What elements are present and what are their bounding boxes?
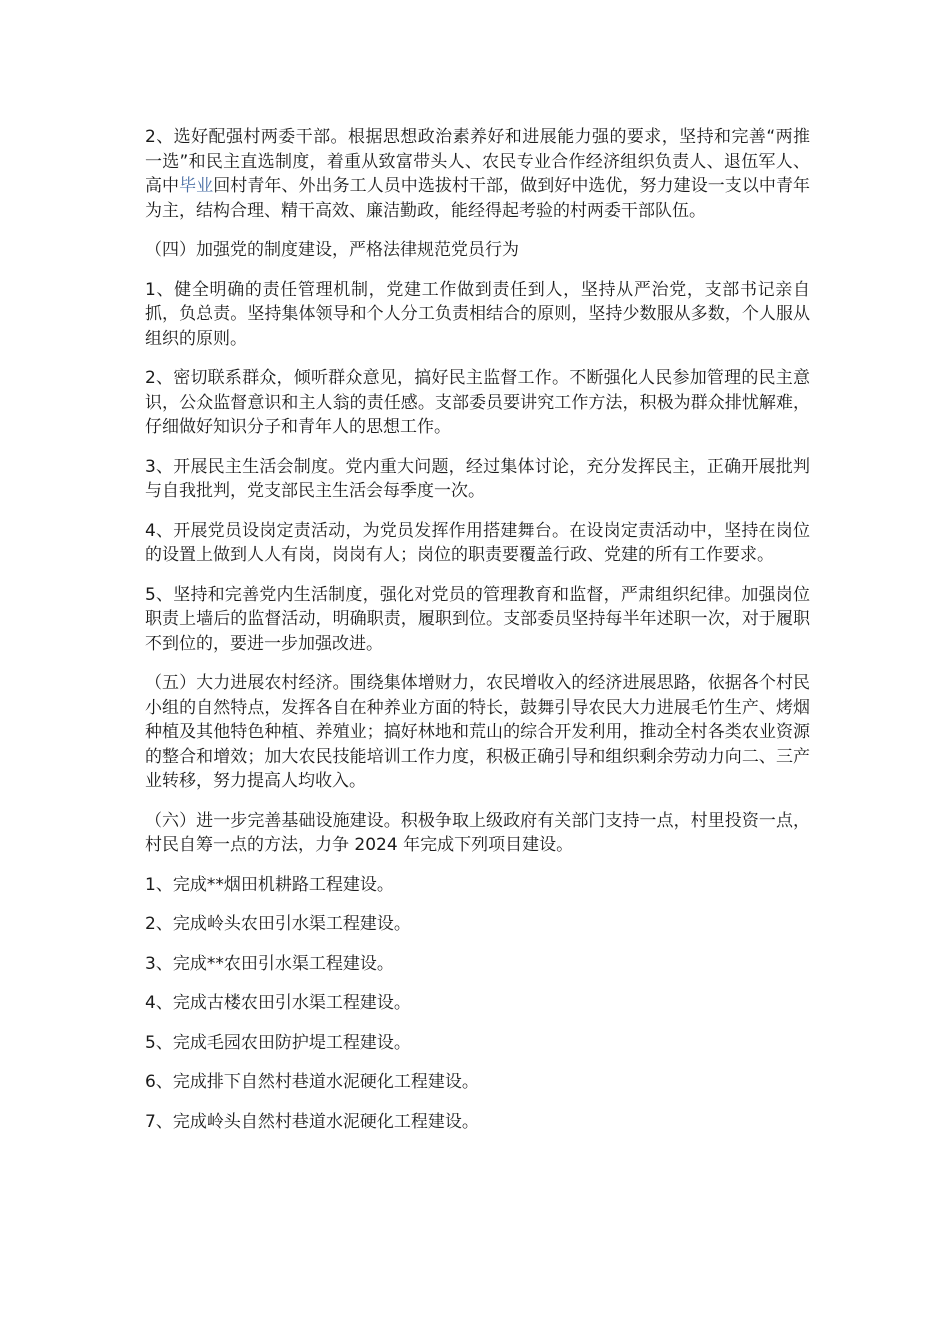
paragraph-democratic-life: 3、开展民主生活会制度。党内重大问题，经过集体讨论，充分发挥民主，正确开展批判与自我批判，党支部民主生活会每季度一次。 <box>145 456 810 501</box>
section-heading-5: （五）大力进展农村经济。围绕集体增财力，农民增收入的经济进展思路，依据各个村民小组的自然特点，发挥各自在种养业方面的特长，鼓舞引导农民大力进展毛竹生产、烤烟种植及其他特色种植、养殖业；搞好林地和荒山的综合开发利用，推动全村各类农业资源的整合和增效；加大农民技能培训工作力度，积极正确引导和组织剩余劳动力向二、三产业转移，努力提高人均收入。 <box>145 673 810 791</box>
list-item: 1、完成**烟田机耕路工程建设。 <box>145 874 394 895</box>
paragraph-text: 回村青年、外出务工人员中选拔村干部，做到好中选优，努力建设一支以中青年为主，结构合理、精干高效、廉洁勤政，能经得起考验的村两委干部队伍。 <box>145 176 811 221</box>
list-item: 2、完成岭头农田引水渠工程建设。 <box>145 914 411 934</box>
graduate-link[interactable]: 毕业 <box>179 176 214 196</box>
document-page <box>145 125 810 1149</box>
list-item: 6、完成排下自然村巷道水泥硬化工程建设。 <box>145 1072 479 1092</box>
paragraph-mass-contact: 2、密切联系群众，倾听群众意见，搞好民主监督工作。不断强化人民参加管理的民主意识，公众监督意识和主人翁的责任感。支部委员要讲究工作方法，积极为群众排忧解难，仔细做好知识分子和青年人的思想工作。 <box>145 368 810 437</box>
paragraph-party-life: 5、坚持和完善党内生活制度，强化对党员的管理教育和监督，严肃组织纪律。加强岗位职责上墙后的监督活动，明确职责，履职到位。支部委员坚持每半年述职一次，对于履职不到位的，要进一步加强改进。 <box>145 584 810 654</box>
list-item: 4、完成古楼农田引水渠工程建设。 <box>145 993 411 1013</box>
list-item: 5、完成毛园农田防护堤工程建设。 <box>145 1032 411 1053</box>
list-item: 3、完成**农田引水渠工程建设。 <box>145 953 394 974</box>
section-heading-6: （六）进一步完善基础设施建设。积极争取上级政府有关部门支持一点，村里投资一点，村民自筹一点的方法，力争 2024 年完成下列项目建设。 <box>145 810 810 855</box>
paragraph-text: 2、选好配强村两委干部。根据思想政治素养好和进展能力强的要求，坚持和完善“两推一选”和民主直选制度，着重从致富带头人、农民专业合作经济组织负责人、退伍军人、高中 <box>145 127 810 196</box>
paragraph-cadre-selection <box>145 125 810 223</box>
section-heading-4: （四）加强党的制度建设，严格法律规范党员行为 <box>145 240 519 260</box>
paragraph-post-duty: 4、开展党员设岗定责活动，为党员发挥作用搭建舞台。在设岗定责活动中，坚持在岗位的设置上做到人人有岗，岗岗有人；岗位的职责要覆盖行政、党建的所有工作要求。 <box>145 520 810 565</box>
list-item: 7、完成岭头自然村巷道水泥硬化工程建设。 <box>145 1111 479 1132</box>
paragraph-responsibility: 1、健全明确的责任管理机制，党建工作做到责任到人，坚持从严治党，支部书记亲自抓，负总责。坚持集体领导和个人分工负责相结合的原则，坚持少数服从多数，个人服从组织的原则。 <box>145 279 810 349</box>
